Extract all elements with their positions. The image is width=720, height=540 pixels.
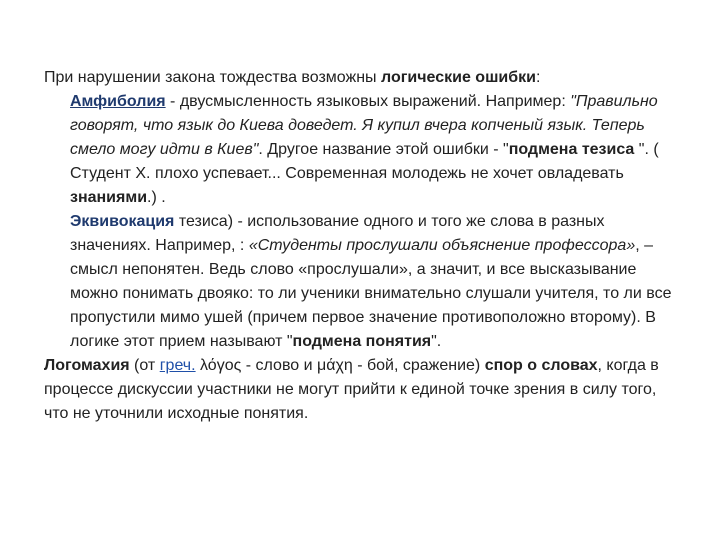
logomachy-term: Логомахия	[44, 357, 130, 374]
amphibolia-end: .) .	[147, 189, 166, 206]
equivocation-paragraph	[44, 210, 684, 354]
equivocation-bold-term: подмена понятия	[292, 333, 432, 350]
intro-colon: :	[535, 69, 541, 86]
amphibolia-example-quote: "Правильно говорят, что язык до Киева доведет. Я купил вчера копченый язык. Теперь смело могу идти в Киев"	[70, 93, 658, 158]
amphibolia-bold-word: знаниями	[70, 189, 148, 206]
amphibolia-term: Амфиболия	[70, 93, 166, 110]
logomachy-paragraph	[44, 354, 684, 426]
equivocation-example-quote: «Студенты прослушали объяснение профессора»	[248, 237, 636, 254]
intro-bold-term: логические ошибки	[381, 69, 536, 86]
amphibolia-student-example: ". ( Студент Х. плохо успевает... Современная молодежь не хочет овладевать	[70, 141, 659, 182]
text-body	[44, 66, 684, 426]
logomachy-definition: , когда в процессе дискуссии участники не могут прийти к единой точке зрения в силу того, что не уточнили исходные понятия.	[44, 357, 659, 422]
logomachy-bold-term: спор о словах	[484, 357, 598, 374]
intro-text: При нарушении закона тождества возможны	[44, 69, 381, 86]
intro-paragraph	[44, 66, 684, 90]
greek-link[interactable]: греч.	[159, 357, 196, 374]
logomachy-from: (от	[129, 357, 160, 374]
equivocation-explanation: , –смысл непонятен. Ведь слово «прослушали», а значит, и все высказывание можно понимать двояко: то ли ученики внимательно слушали учителя, то ли все пропустили мимо ушей (причем первое значение противоположно второму). В логике этот прием называют "	[70, 237, 672, 350]
equivocation-definition: тезиса) - использование одного и того же слова в разных значениях. Например, :	[70, 213, 605, 254]
equivocation-term: Эквивокация	[70, 213, 175, 230]
logomachy-etymology: λόγος - слово и μάχη - бой, сражение)	[195, 357, 485, 374]
amphibolia-paragraph	[44, 90, 684, 210]
amphibolia-definition: - двусмысленность языковых выражений. Например:	[165, 93, 571, 110]
equivocation-end: ".	[431, 333, 442, 350]
amphibolia-alt-name-text: . Другое название этой ошибки - "	[258, 141, 509, 158]
amphibolia-bold-term: подмена тезиса	[508, 141, 635, 158]
